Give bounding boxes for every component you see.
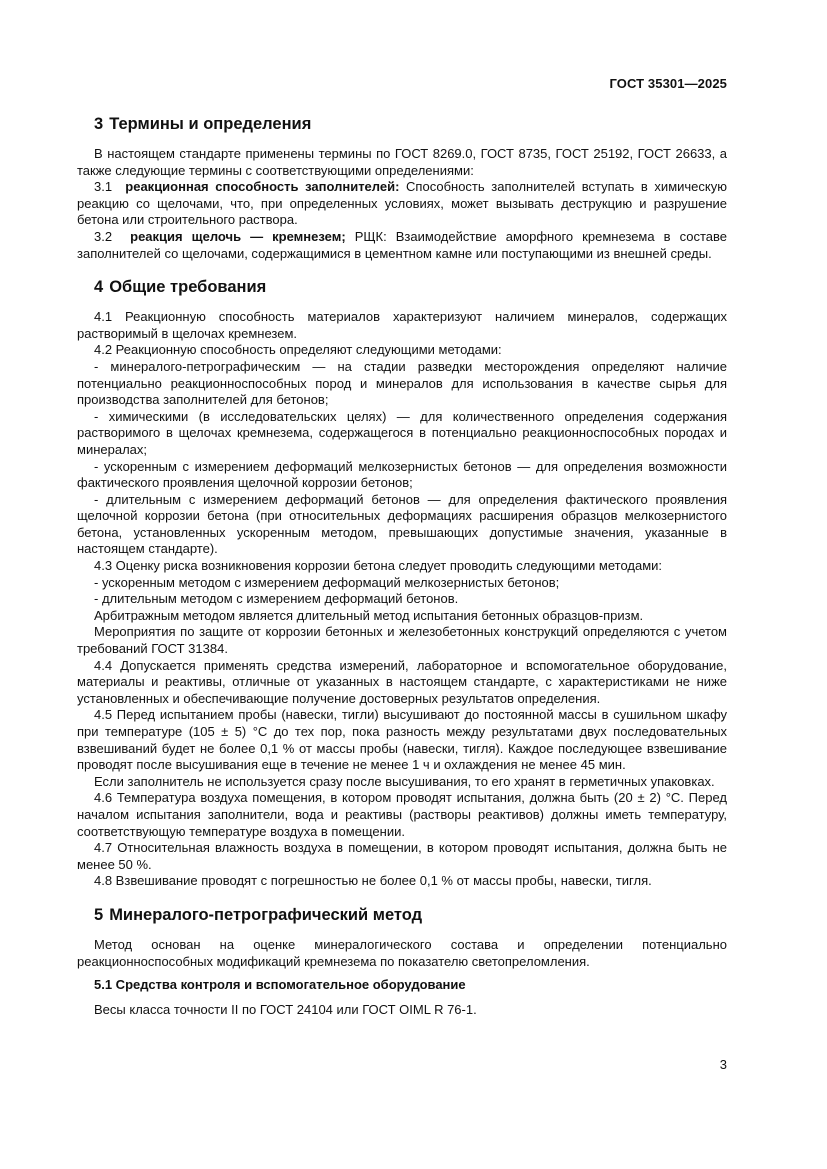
- section-4-heading: [94, 276, 727, 298]
- section-number: 5: [94, 905, 104, 924]
- paragraph: 4.6 Температура воздуха помещения, в котором проводят испытания, должна быть (20 ± 2) °С. Перед началом испытания заполнители, вода и реактивы (растворы реактивов) должны иметь температуру, соответствующую температуре воздуха в помещении.: [77, 790, 727, 839]
- section-number: 3: [94, 115, 104, 133]
- term-name: реакционная способность заполнителей:: [125, 179, 400, 195]
- paragraph: Арбитражным методом является длительный метод испытания бетонных образцов-призм.: [94, 607, 644, 623]
- term-number: 3.2: [94, 228, 113, 244]
- paragraph: 4.8 Взвешивание проводят с погрешностью не более 0,1 % от массы пробы, навески, тигля.: [94, 873, 652, 889]
- paragraph: 4.3 Оценку риска возникновения коррозии бетона следует проводить следующими методами:: [94, 558, 663, 574]
- list-item: - длительным с измерением деформаций бетонов — для определения фактического проявления щелочной коррозии бетона (при относительных деформациях расширения образцов мелкозернистого бетона, установленных ускоренным методом, превышающих допустимые значения, указанные в настоящем стандарте).: [77, 491, 727, 557]
- term-name: реакция щелочь — кремнезем;: [130, 228, 346, 244]
- section-title: Общие требования: [109, 278, 267, 297]
- list-item: - минералого-петрографическим — на стадии разведки месторождения определяют наличие потенциально реакционноспособных пород и минералов для использования в качестве сырья для производства заполнителей для бетонов;: [77, 358, 727, 408]
- subsection-5-1-heading: 5.1 Средства контроля и вспомогательное оборудование: [94, 977, 466, 993]
- term-number: 3.1: [94, 179, 113, 195]
- list-item: - химическими (в исследовательских целях) — для количественного определения содержания растворимого в щелочах кремнезема, содержащегося в потенциально реакционноспособных породах и минералах;: [77, 408, 727, 457]
- list-item: - ускоренным с измерением деформаций мелкозернистых бетонов — для определения возможности фактического проявления щелочной коррозии бетонов;: [77, 458, 727, 491]
- paragraph: Если заполнитель не используется сразу после высушивания, то его хранят в герметичных упаковках.: [94, 773, 715, 789]
- term-3-2: [77, 229, 727, 262]
- section-3: [77, 113, 727, 262]
- paragraph: 4.7 Относительная влажность воздуха в помещении, в котором проводят испытания, должна быть не менее 50 %.: [77, 840, 727, 872]
- section-5: [77, 904, 727, 1019]
- section-title: Минералого-петрографический метод: [109, 905, 423, 924]
- page-content: [77, 113, 727, 1033]
- paragraph: 4.1 Реакционную способность материалов характеризуют наличием минералов, содержащих растворимый в щелочах кремнезем.: [77, 309, 727, 341]
- section-3-intro: В настоящем стандарте применены термины по ГОСТ 8269.0, ГОСТ 8735, ГОСТ 25192, ГОСТ 26633, а также следующие термины с соответствующими определениями:: [77, 146, 727, 178]
- subsection-5-1-text: Весы класса точности II по ГОСТ 24104 или ГОСТ OIML R 76-1.: [94, 1002, 477, 1018]
- paragraph: 4.4 Допускается применять средства измерений, лабораторное и вспомогательное оборудование, материалы и реактивы, отличные от указанных в настоящем стандарте, с характеристиками не ниже установленных и обеспечивающие получение достоверных результатов определения.: [77, 657, 727, 706]
- page-number: 3: [719, 1057, 727, 1072]
- list-item: - длительным методом с измерением деформаций бетонов.: [94, 591, 459, 607]
- term-definition: Способность заполнителей вступать в химическую реакцию со щелочами, что, при определенных условиях, может вызывать деструкцию и разрушение бетона или строительного раствора.: [77, 179, 727, 228]
- section-3-heading: [94, 113, 727, 135]
- section-number: 4: [94, 278, 104, 297]
- term-3-1: [77, 179, 727, 229]
- document-code: ГОСТ 35301—2025: [609, 76, 727, 91]
- section-5-heading: [94, 904, 727, 926]
- section-5-intro: Метод основан на оценке минералогического состава и определении потенциально реакционноспособных модификаций кремнезема по показателю светопреломления.: [77, 936, 727, 969]
- list-item: - ускоренным методом с измерением деформаций мелкозернистых бетонов;: [94, 574, 560, 590]
- section-title: Термины и определения: [109, 115, 312, 133]
- paragraph: Мероприятия по защите от коррозии бетонных и железобетонных конструкций определяются с учетом требований ГОСТ 31384.: [77, 624, 727, 657]
- term-definition: РЩК: Взаимодействие аморфного кремнезема в составе заполнителей со щелочами, содержащимися в цементном камне или поступающими из внешней среды.: [77, 228, 727, 261]
- section-4: [77, 276, 727, 890]
- paragraph: 4.2 Реакционную способность определяют следующими методами:: [94, 342, 502, 358]
- paragraph: 4.5 Перед испытанием пробы (навески, тигли) высушивают до постоянной массы в сушильном шкафу при температуре (105 ± 5) °С до тех пор, пока разность между результатами двух последовательных взвешиваний будет не более 0,1 % от массы пробы (навески, тигля). Каждое последующее взвешивание проводят после высушивания еще в течение не менее 1 ч и охлаждения не менее 45 мин.: [77, 707, 727, 773]
